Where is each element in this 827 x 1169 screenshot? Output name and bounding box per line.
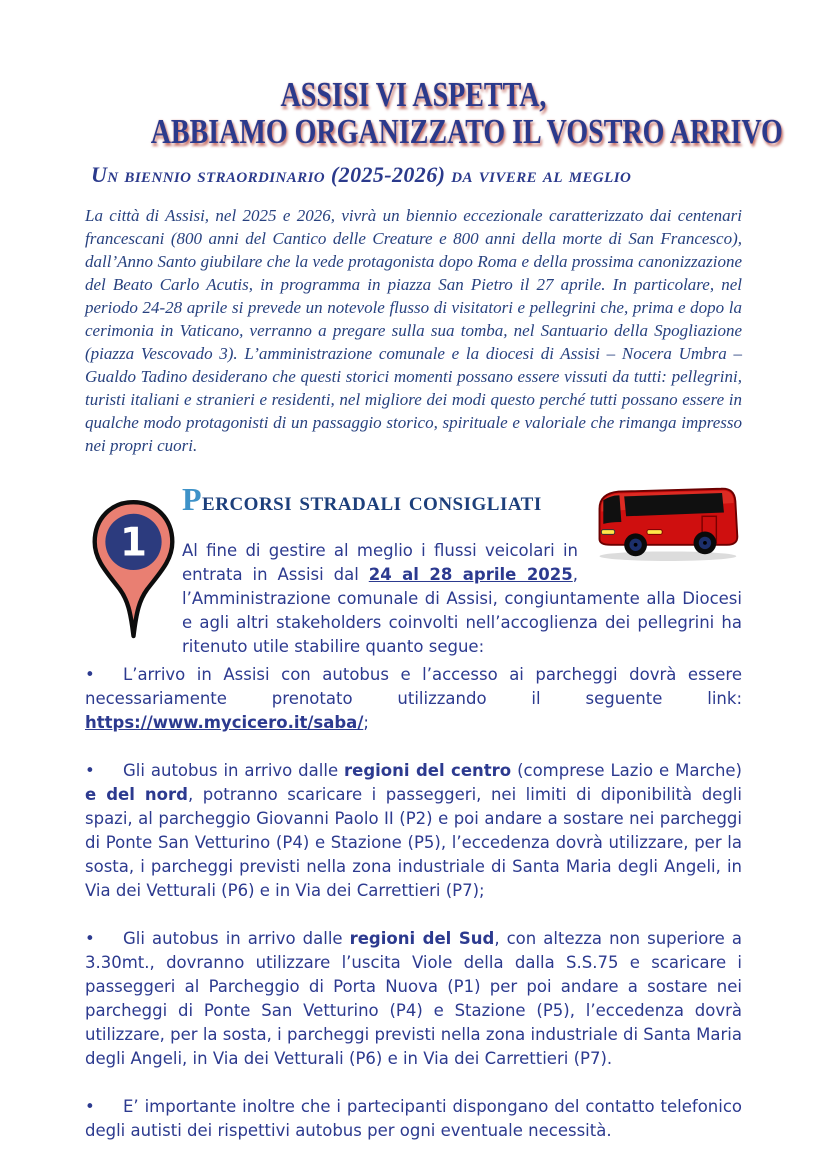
text-segment: Gli autobus in arrivo dalle	[123, 761, 345, 780]
bullet-marker: •	[85, 665, 95, 684]
subtitle: Un biennio straordinario (2025-2026) da vivere al meglio	[91, 162, 632, 187]
page-title	[150, 75, 783, 151]
bus-icon	[590, 479, 742, 565]
bullet-text	[85, 665, 742, 732]
text-segment: regioni del centro	[344, 761, 512, 780]
bullet-marker: •	[85, 1097, 95, 1116]
heading-rest: ercorsi stradali consigliati	[202, 486, 542, 516]
bullet-text	[85, 929, 742, 1068]
text-segment: , l’Amministrazione comunale di Assisi, congiuntamente alla Diocesi e agli altri stakeholders coinvolti nell’accoglienza dei pellegrini ha ritenuto utile stabilire quanto segue:	[182, 565, 742, 656]
lead-paragraph: La città di Assisi, nel 2025 e 2026, vivrà un biennio eccezionale caratterizzato dai centenari francescani (800 anni del Cantico delle Creature e 800 anni della morte di San Francesco), dall’Anno Santo giubilare che la vede protagonista dopo Roma e della prossima canonizzazione del Beato Carlo Acutis, in programma in piazza San Pietro il 27 aprile. In particolare, nel periodo 24-28 aprile si prevede un notevole flusso di visitatori e pellegrini che, prima e dopo la cerimonia in Vaticano, verranno a pregare sulla sua tomba, nel Santuario della Spogliazione (piazza Vescovado 3). L’amministrazione comunale e la diocesi di Assisi – Nocera Umbra – Gualdo Tadino desiderano che questi storici momenti possano essere vissuti da tutti: pellegrini, turisti italiani e stranieri e residenti, nel migliore dei modi questo perché tutti possano essere in qualche modo protagonisti di un passaggio storico, spirituale e valoriale che rimanga impresso nei propri cuori.	[85, 206, 742, 455]
text-segment: ;	[363, 713, 369, 732]
text-segment: , con altezza non superiore a 3.30mt., dovranno utilizzare l’uscita Viole della dalla S.S.75 e scaricare i passeggeri al Parcheggio di Porta Nuova (P1) per poi andare a sostare nei parcheggi di Ponte San Vetturino (P4) e Stazione (P5), l’eccedenza dovrà utilizzare, per la sosta, i parcheggi previsti nella zona industriale di Santa Maria degli Angeli, in Via dei Vetturali (P6) e in Via dei Carrettieri (P7).	[85, 929, 742, 1068]
bullet-item-contatto	[85, 1095, 742, 1143]
text-segment: , potranno scaricare i passeggeri, nei limiti di diponibilità degli spazi, al parcheggio Giovanni Paolo II (P2) e poi andare a sostare nei parcheggi di Ponte San Vetturino (P4) e Stazione (P5), l’eccedenza dovrà utilizzare, per la sosta, i parcheggi previsti nella zona industriale di Santa Maria degli Angeli, in Via dei Vetturali (P6) e in Via dei Carrettieri (P7);	[85, 785, 742, 900]
text-segment: Gli autobus in arrivo dalle	[123, 929, 350, 948]
bullet-item-centro-nord	[85, 759, 742, 903]
title-line-2: ABBIAMO ORGANIZZATO IL VOSTRO ARRIVO	[150, 112, 783, 151]
bullet-item-booking	[85, 663, 742, 735]
heading-initial: P	[182, 481, 203, 517]
text-segment: e del nord	[85, 785, 188, 804]
text-segment: L’arrivo in Assisi con autobus e l’accesso ai parcheggi dovrà essere necessariamente prenotato utilizzando il seguente link:	[85, 665, 742, 708]
bullet-marker: •	[85, 929, 95, 948]
bullet-item-sud	[85, 927, 742, 1071]
section-percorsi-stradali	[85, 483, 742, 659]
text-segment: regioni del Sud	[349, 929, 495, 948]
bullet-marker: •	[85, 761, 95, 780]
text-segment: (comprese Lazio e Marche)	[511, 761, 742, 780]
title-line-1: ASSISI VI ASPETTA,	[280, 75, 547, 114]
bullet-text	[85, 761, 742, 900]
bullet-text	[85, 1097, 742, 1140]
pin-number: 1	[120, 520, 147, 566]
map-pin-icon	[85, 497, 182, 647]
text-segment: 24 al 28 aprile 2025	[368, 565, 573, 584]
mycicero-link[interactable]: https://www.mycicero.it/saba/	[85, 713, 364, 732]
text-segment: E’ importante inoltre che i partecipanti dispongano del contatto telefonico degli autisti dei rispettivi autobus per ogni eventuale necessità.	[85, 1097, 742, 1140]
text-segment: Al fine di gestire al meglio i flussi veicolari in entrata in Assisi dal	[182, 541, 578, 584]
